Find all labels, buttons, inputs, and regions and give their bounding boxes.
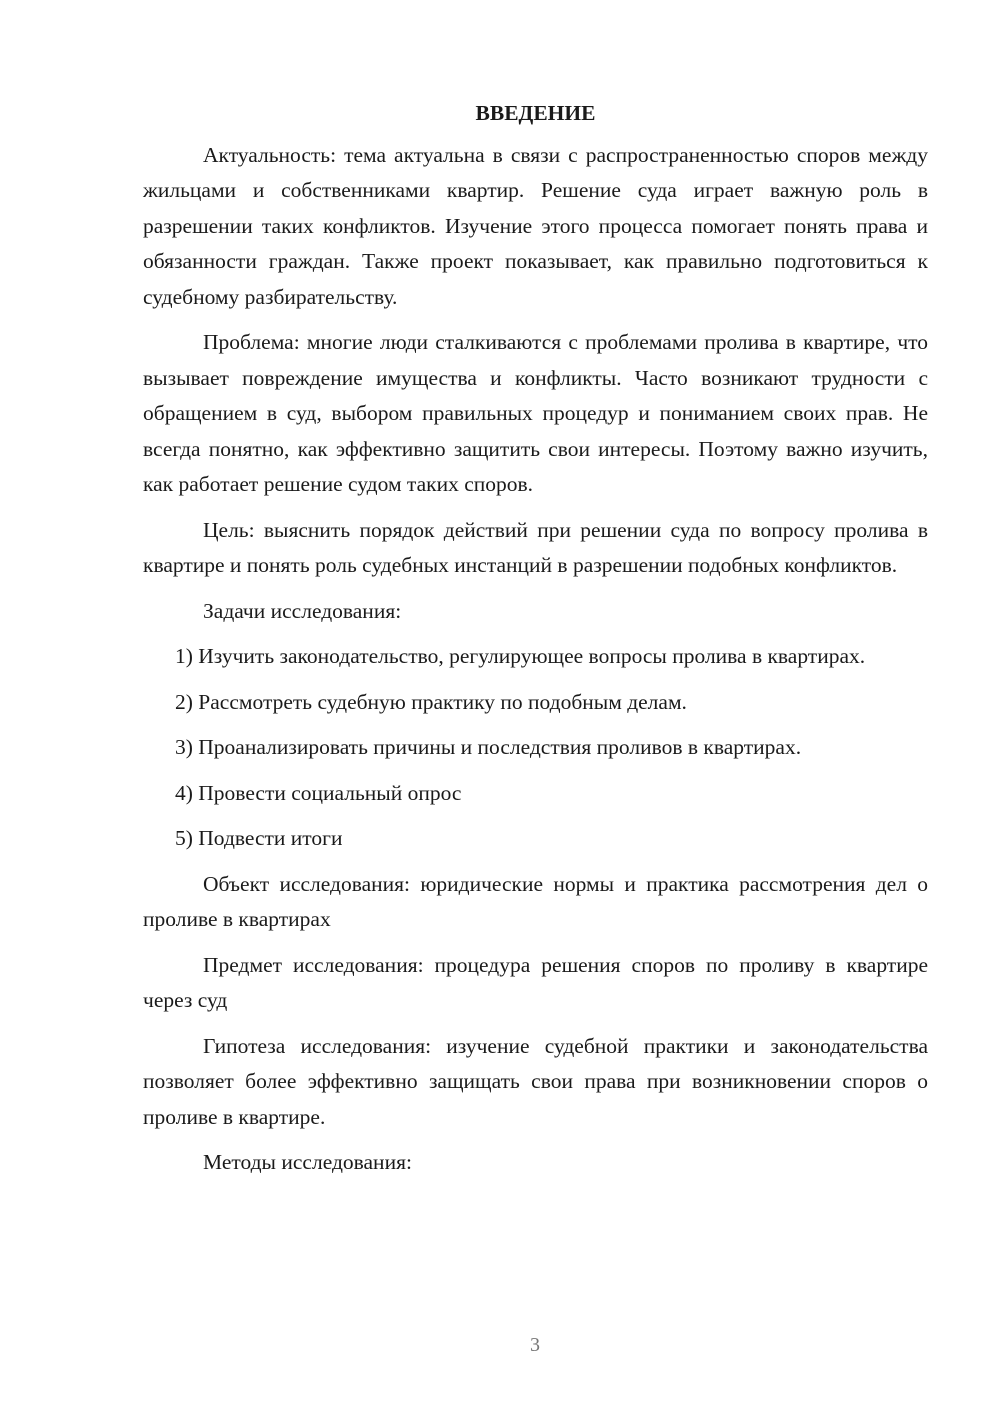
task-item: 4) Провести социальный опрос xyxy=(175,780,462,805)
relevance-paragraph: Актуальность: тема актуальна в связи с распространенностью споров между жильцами и собственниками квартир. Решение суда играет важную роль в разрешении таких конфликтов. Изучение этого процесса помогает понять права и обязанности граждан. Также проект показывает, как правильно подготовиться к судебному разбирательству. xyxy=(143,142,928,309)
object-paragraph: Объект исследования: юридические нормы и практика рассмотрения дел о проливе в квартирах xyxy=(143,871,928,931)
task-item: 3) Проанализировать причины и последствия проливов в квартирах. xyxy=(175,735,802,759)
page-number: 3 xyxy=(530,1334,540,1356)
goal-paragraph: Цель: выяснить порядок действий при решении суда по вопросу пролива в квартире и понять роль судебных инстанций в разрешении подобных конфликтов. xyxy=(143,517,928,577)
page-title: ВВЕДЕНИЕ xyxy=(475,101,596,125)
tasks-heading: Задачи исследования: xyxy=(203,598,402,623)
hypothesis-paragraph: Гипотеза исследования: изучение судебной практики и законодательства позволяет более эффективно защищать свои права при возникновении споров о проливе в квартире. xyxy=(143,1033,928,1129)
task-item: 5) Подвести итоги xyxy=(175,826,343,850)
methods-heading: Методы исследования: xyxy=(203,1150,412,1174)
subject-paragraph: Предмет исследования: процедура решения споров по проливу в квартире через суд xyxy=(143,952,928,1012)
problem-paragraph: Проблема: многие люди сталкиваются с проблемами пролива в квартире, что вызывает повреждение имущества и конфликты. Часто возникают трудности с обращением в суд, выбором правильных процедур и пониманием своих прав. Не всегда понятно, как эффективно защитить свои интересы. Поэтому важно изучить, как работает решение судом таких споров. xyxy=(143,330,928,496)
page-content xyxy=(143,96,928,1181)
task-item: 2) Рассмотреть судебную практику по подобным делам. xyxy=(175,689,687,714)
task-item: 1) Изучить законодательство, регулирующее вопросы пролива в квартирах. xyxy=(175,644,866,668)
